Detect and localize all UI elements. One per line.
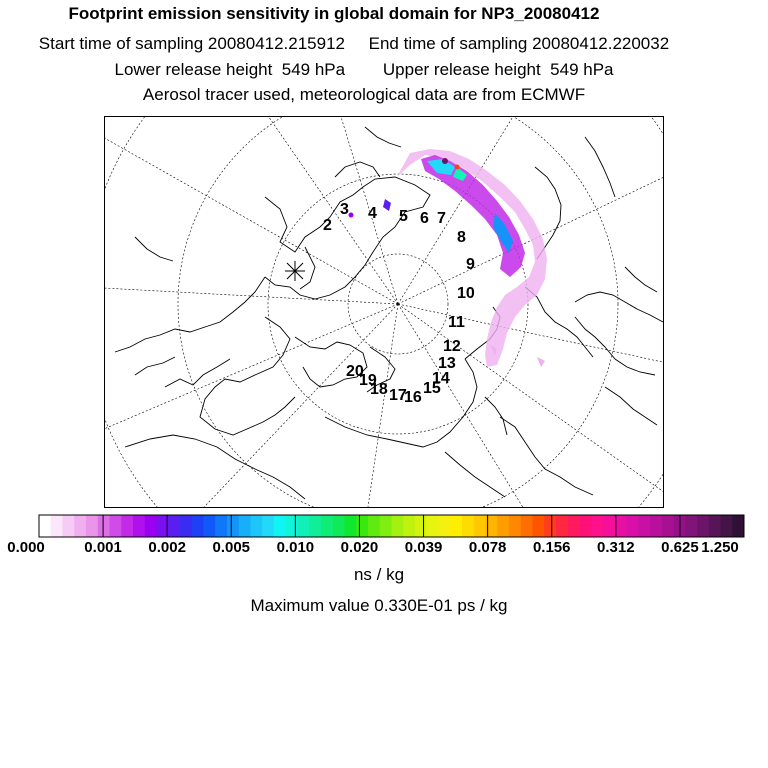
map-title: Footprint emission sensitivity in global domain for NP3_20080412 [68,4,600,23]
colorbar-swatch [638,515,650,537]
colorbar-swatch [345,515,357,537]
colorbar-swatch [274,515,286,537]
colorbar-swatch [309,515,321,537]
footprint-map [104,116,664,508]
colorbar-swatch [74,515,86,537]
colorbar-tick-label: 0.000 [7,539,45,556]
colorbar-swatch [51,515,63,537]
colorbar-swatch [603,515,615,537]
colorbar-swatch [262,515,274,537]
colorbar-swatch [168,515,180,537]
colorbar-tick-label: 1.250 [701,539,739,556]
colorbar-swatch [333,515,345,537]
track-label: 16 [404,389,422,406]
track-label: 11 [448,314,465,331]
colorbar-swatch [509,515,521,537]
colorbar-swatch [556,515,568,537]
colorbar-swatch [732,515,744,537]
colorbar-swatch [204,515,216,537]
colorbar-swatch [298,515,310,537]
colorbar-swatch [544,515,556,537]
colorbar-tick-label: 0.010 [276,539,315,556]
colorbar-swatch [415,515,427,537]
colorbar-swatch [450,515,462,537]
track-label: 18 [370,381,388,398]
colorbar-swatch [650,515,662,537]
colorbar-swatch [427,515,439,537]
colorbar-swatch [192,515,204,537]
colorbar-swatch [403,515,415,537]
colorbar-swatch [133,515,145,537]
colorbar-swatch [145,515,157,537]
colorbar-swatch [721,515,733,537]
polar-map-svg [105,117,663,507]
colorbar-swatch [356,515,368,537]
colorbar-swatch [63,515,75,537]
colorbar-swatch [615,515,627,537]
track-label: 15 [423,380,441,397]
colorbar-swatch [497,515,509,537]
sampling-time-line: Start time of sampling 20080412.215912 End time of sampling 20080412.220032 [38,34,670,53]
colorbar-swatch [568,515,580,537]
colorbar-swatch [321,515,333,537]
track-label: 5 [399,208,408,225]
track-label: 6 [420,210,429,227]
colorbar-swatch [521,515,533,537]
colorbar-swatch [180,515,192,537]
release-site-marker [285,261,305,281]
maximum-value: Maximum value 0.330E-01 ps / kg [250,596,508,615]
track-label: 20 [346,363,364,380]
colorbar-swatch [98,515,110,537]
track-label: 8 [457,229,466,246]
track-label: 17 [389,387,407,404]
colorbar-swatch [474,515,486,537]
colorbar-swatch [392,515,404,537]
track-label: 7 [437,210,446,227]
colorbar-swatch [86,515,98,537]
colorbar-swatch [709,515,721,537]
colorbar-swatch [439,515,451,537]
colorbar-swatch [251,515,263,537]
colorbar-swatch [227,515,239,537]
colorbar-tick-label: 0.002 [148,539,186,556]
track-label: 13 [438,355,456,372]
colorbar-tick-label: 0.625 [661,539,699,556]
colorbar-tick-label: 0.156 [532,539,571,556]
colorbar-tick-label: 0.078 [468,539,507,556]
colorbar-swatch [462,515,474,537]
colorbar-svg [38,514,745,538]
colorbar-swatch [627,515,639,537]
colorbar-swatch [39,515,51,537]
colorbar-swatch [685,515,697,537]
colorbar-swatch [215,515,227,537]
colorbar [38,514,745,543]
colorbar-swatch [286,515,298,537]
track-label: 2 [323,217,332,234]
track-label: 12 [443,338,461,355]
colorbar-tick-label: 0.020 [340,539,379,556]
tracer-info-line: Aerosol tracer used, meteorological data are from ECMWF [142,85,586,104]
colorbar-tick-label: 0.005 [212,539,251,556]
colorbar-swatch [580,515,592,537]
colorbar-swatch [368,515,380,537]
track-label: 19 [359,372,377,389]
colorbar-swatch [591,515,603,537]
colorbar-swatch [533,515,545,537]
colorbar-tick-label: 0.001 [84,539,122,556]
colorbar-units: ns / kg [353,565,405,584]
graticule [105,117,663,507]
track-label: 9 [466,256,475,273]
emission-plume [349,149,548,367]
colorbar-swatch [110,515,122,537]
track-label: 3 [340,201,349,218]
track-label: 10 [457,285,475,302]
colorbar-tick-label: 0.039 [404,539,443,556]
colorbar-swatch [239,515,251,537]
colorbar-tick-label: 0.312 [597,539,635,556]
colorbar-swatch [380,515,392,537]
colorbar-swatch [121,515,133,537]
track-label: 4 [368,205,377,222]
colorbar-swatch [697,515,709,537]
colorbar-swatch [662,515,674,537]
release-height-line: Lower release height 549 hPa Upper release height 549 hPa [114,60,614,79]
track-label: 14 [432,370,450,387]
